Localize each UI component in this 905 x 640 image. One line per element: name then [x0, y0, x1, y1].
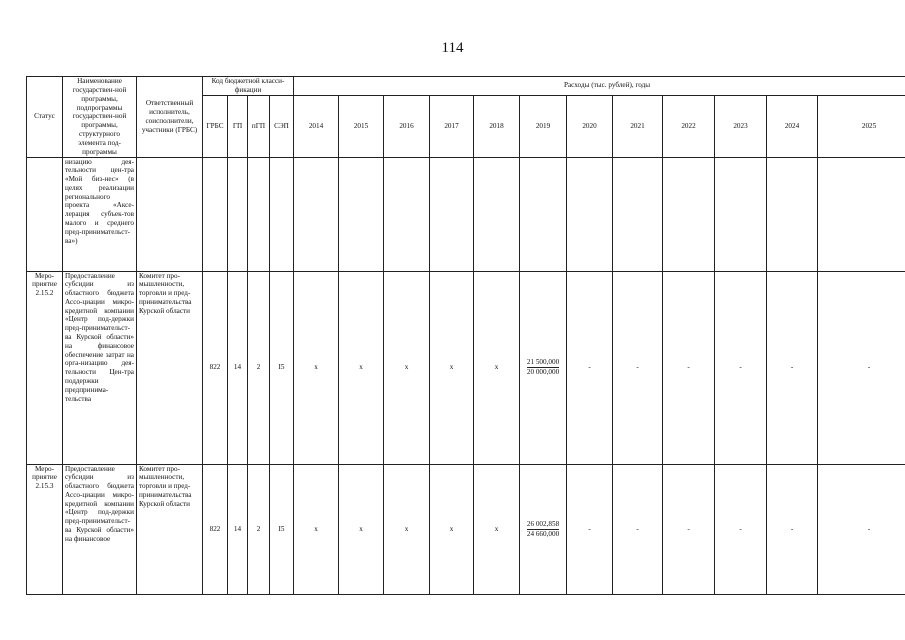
- cell-year: х: [294, 271, 339, 464]
- row-status: Меро-приятие 2.15.3: [27, 464, 63, 594]
- row-responsible: Комитет про-мышленности, торговли и пред-принимательства Курской области: [137, 271, 203, 464]
- cell-year: -: [567, 464, 613, 594]
- cell-grbs: [203, 157, 228, 271]
- cell-year: [474, 157, 520, 271]
- cell-gp: 14: [228, 464, 248, 594]
- header-year: 2021: [613, 95, 663, 157]
- cell-year: [430, 157, 474, 271]
- row-status: [27, 157, 63, 271]
- header-year: 2020: [567, 95, 613, 157]
- cell-year-2019: [520, 157, 567, 271]
- cell-year-2019: [520, 271, 567, 464]
- cell-year: [384, 157, 430, 271]
- header-pgp: пГП: [248, 95, 270, 157]
- row-responsible: [137, 157, 203, 271]
- cell-year: х: [384, 271, 430, 464]
- cell-pgp: 2: [248, 271, 270, 464]
- budget-table: [26, 76, 905, 595]
- cell-year: -: [767, 271, 818, 464]
- header-gp: ГП: [228, 95, 248, 157]
- header-year: 2024: [767, 95, 818, 157]
- row-name: низацию дея-тельности цен-тра «Мой биз-нес» (в целях реализации регионального проекта «Аксе-лерация субъек-тов малого и среднего пред-принимательст-ва»): [63, 157, 137, 271]
- cell-year: х: [430, 464, 474, 594]
- value-2019-top: 26 002,858: [526, 519, 560, 528]
- cell-year: х: [339, 271, 384, 464]
- row-name: Предоставление субсидии из областного бюджета Ассо-циации микро-кредитной компании «Центр под-держки пред-принимательст-ва Курской области» на финансовое: [63, 464, 137, 594]
- cell-year: х: [430, 271, 474, 464]
- table-row: [27, 271, 905, 464]
- cell-year: х: [339, 464, 384, 594]
- cell-year: -: [613, 464, 663, 594]
- cell-year: -: [767, 464, 818, 594]
- cell-sep: I5: [270, 271, 294, 464]
- cell-year: -: [818, 271, 905, 464]
- cell-year: [663, 157, 715, 271]
- row-responsible: Комитет про-мышленности, торговли и пред-принимательства Курской области: [137, 464, 203, 594]
- value-2019-bottom: 20 000,000: [526, 368, 560, 377]
- cell-gp: [228, 157, 248, 271]
- header-responsible: Ответственный исполнитель, соисполнители, участники (ГРБС): [137, 77, 203, 158]
- cell-year: [818, 157, 905, 271]
- cell-pgp: [248, 157, 270, 271]
- cell-year: -: [613, 271, 663, 464]
- cell-year-2019: [520, 464, 567, 594]
- cell-sep: [270, 157, 294, 271]
- table-row: [27, 464, 905, 594]
- cell-year: -: [663, 464, 715, 594]
- header-year: 2022: [663, 95, 715, 157]
- cell-grbs: 822: [203, 464, 228, 594]
- header-year: 2016: [384, 95, 430, 157]
- cell-year: -: [715, 271, 767, 464]
- cell-sep: I5: [270, 464, 294, 594]
- header-year: 2018: [474, 95, 520, 157]
- row-status: Меро-приятие 2.15.2: [27, 271, 63, 464]
- header-status: Статус: [27, 77, 63, 158]
- value-2019-top: 21 500,000: [526, 358, 560, 367]
- cell-year: [567, 157, 613, 271]
- cell-year: -: [715, 464, 767, 594]
- row-name: Предоставление субсидии из областного бюджета Ассо-циации микро-кредитной компании «Центр под-держки пред-принимательст-ва Курской области» на финансовое обеспечение затрат на орга-низацию дея-тельности Цен-тра поддержки предпринима-тельства: [63, 271, 137, 464]
- header-year: 2023: [715, 95, 767, 157]
- header-sep: СЭП: [270, 95, 294, 157]
- cell-year: х: [384, 464, 430, 594]
- header-grbs: ГРБС: [203, 95, 228, 157]
- table-row: [27, 157, 905, 271]
- cell-year: [339, 157, 384, 271]
- header-year: 2015: [339, 95, 384, 157]
- cell-year: [294, 157, 339, 271]
- cell-year: -: [567, 271, 613, 464]
- cell-year: [613, 157, 663, 271]
- page-number: 114: [441, 40, 464, 56]
- header-year: 2017: [430, 95, 474, 157]
- cell-pgp: 2: [248, 464, 270, 594]
- cell-year: х: [474, 271, 520, 464]
- cell-gp: 14: [228, 271, 248, 464]
- value-2019-bottom: 24 660,000: [526, 529, 560, 538]
- cell-year: -: [818, 464, 905, 594]
- header-year: 2025: [818, 95, 905, 157]
- header-name: Наименование государствен-ной программы, подпрограммы государствен-ной программы, структурного элемента под-программы: [63, 77, 137, 158]
- cell-year: х: [474, 464, 520, 594]
- header-year: 2019: [520, 95, 567, 157]
- cell-year: [767, 157, 818, 271]
- header-budget-code: Код бюджетной класси-фикации: [203, 77, 294, 96]
- cell-year: -: [663, 271, 715, 464]
- header-expenses: Расходы (тыс. рублей), годы: [294, 77, 905, 96]
- cell-grbs: 822: [203, 271, 228, 464]
- cell-year: х: [294, 464, 339, 594]
- header-year: 2014: [294, 95, 339, 157]
- cell-year: [715, 157, 767, 271]
